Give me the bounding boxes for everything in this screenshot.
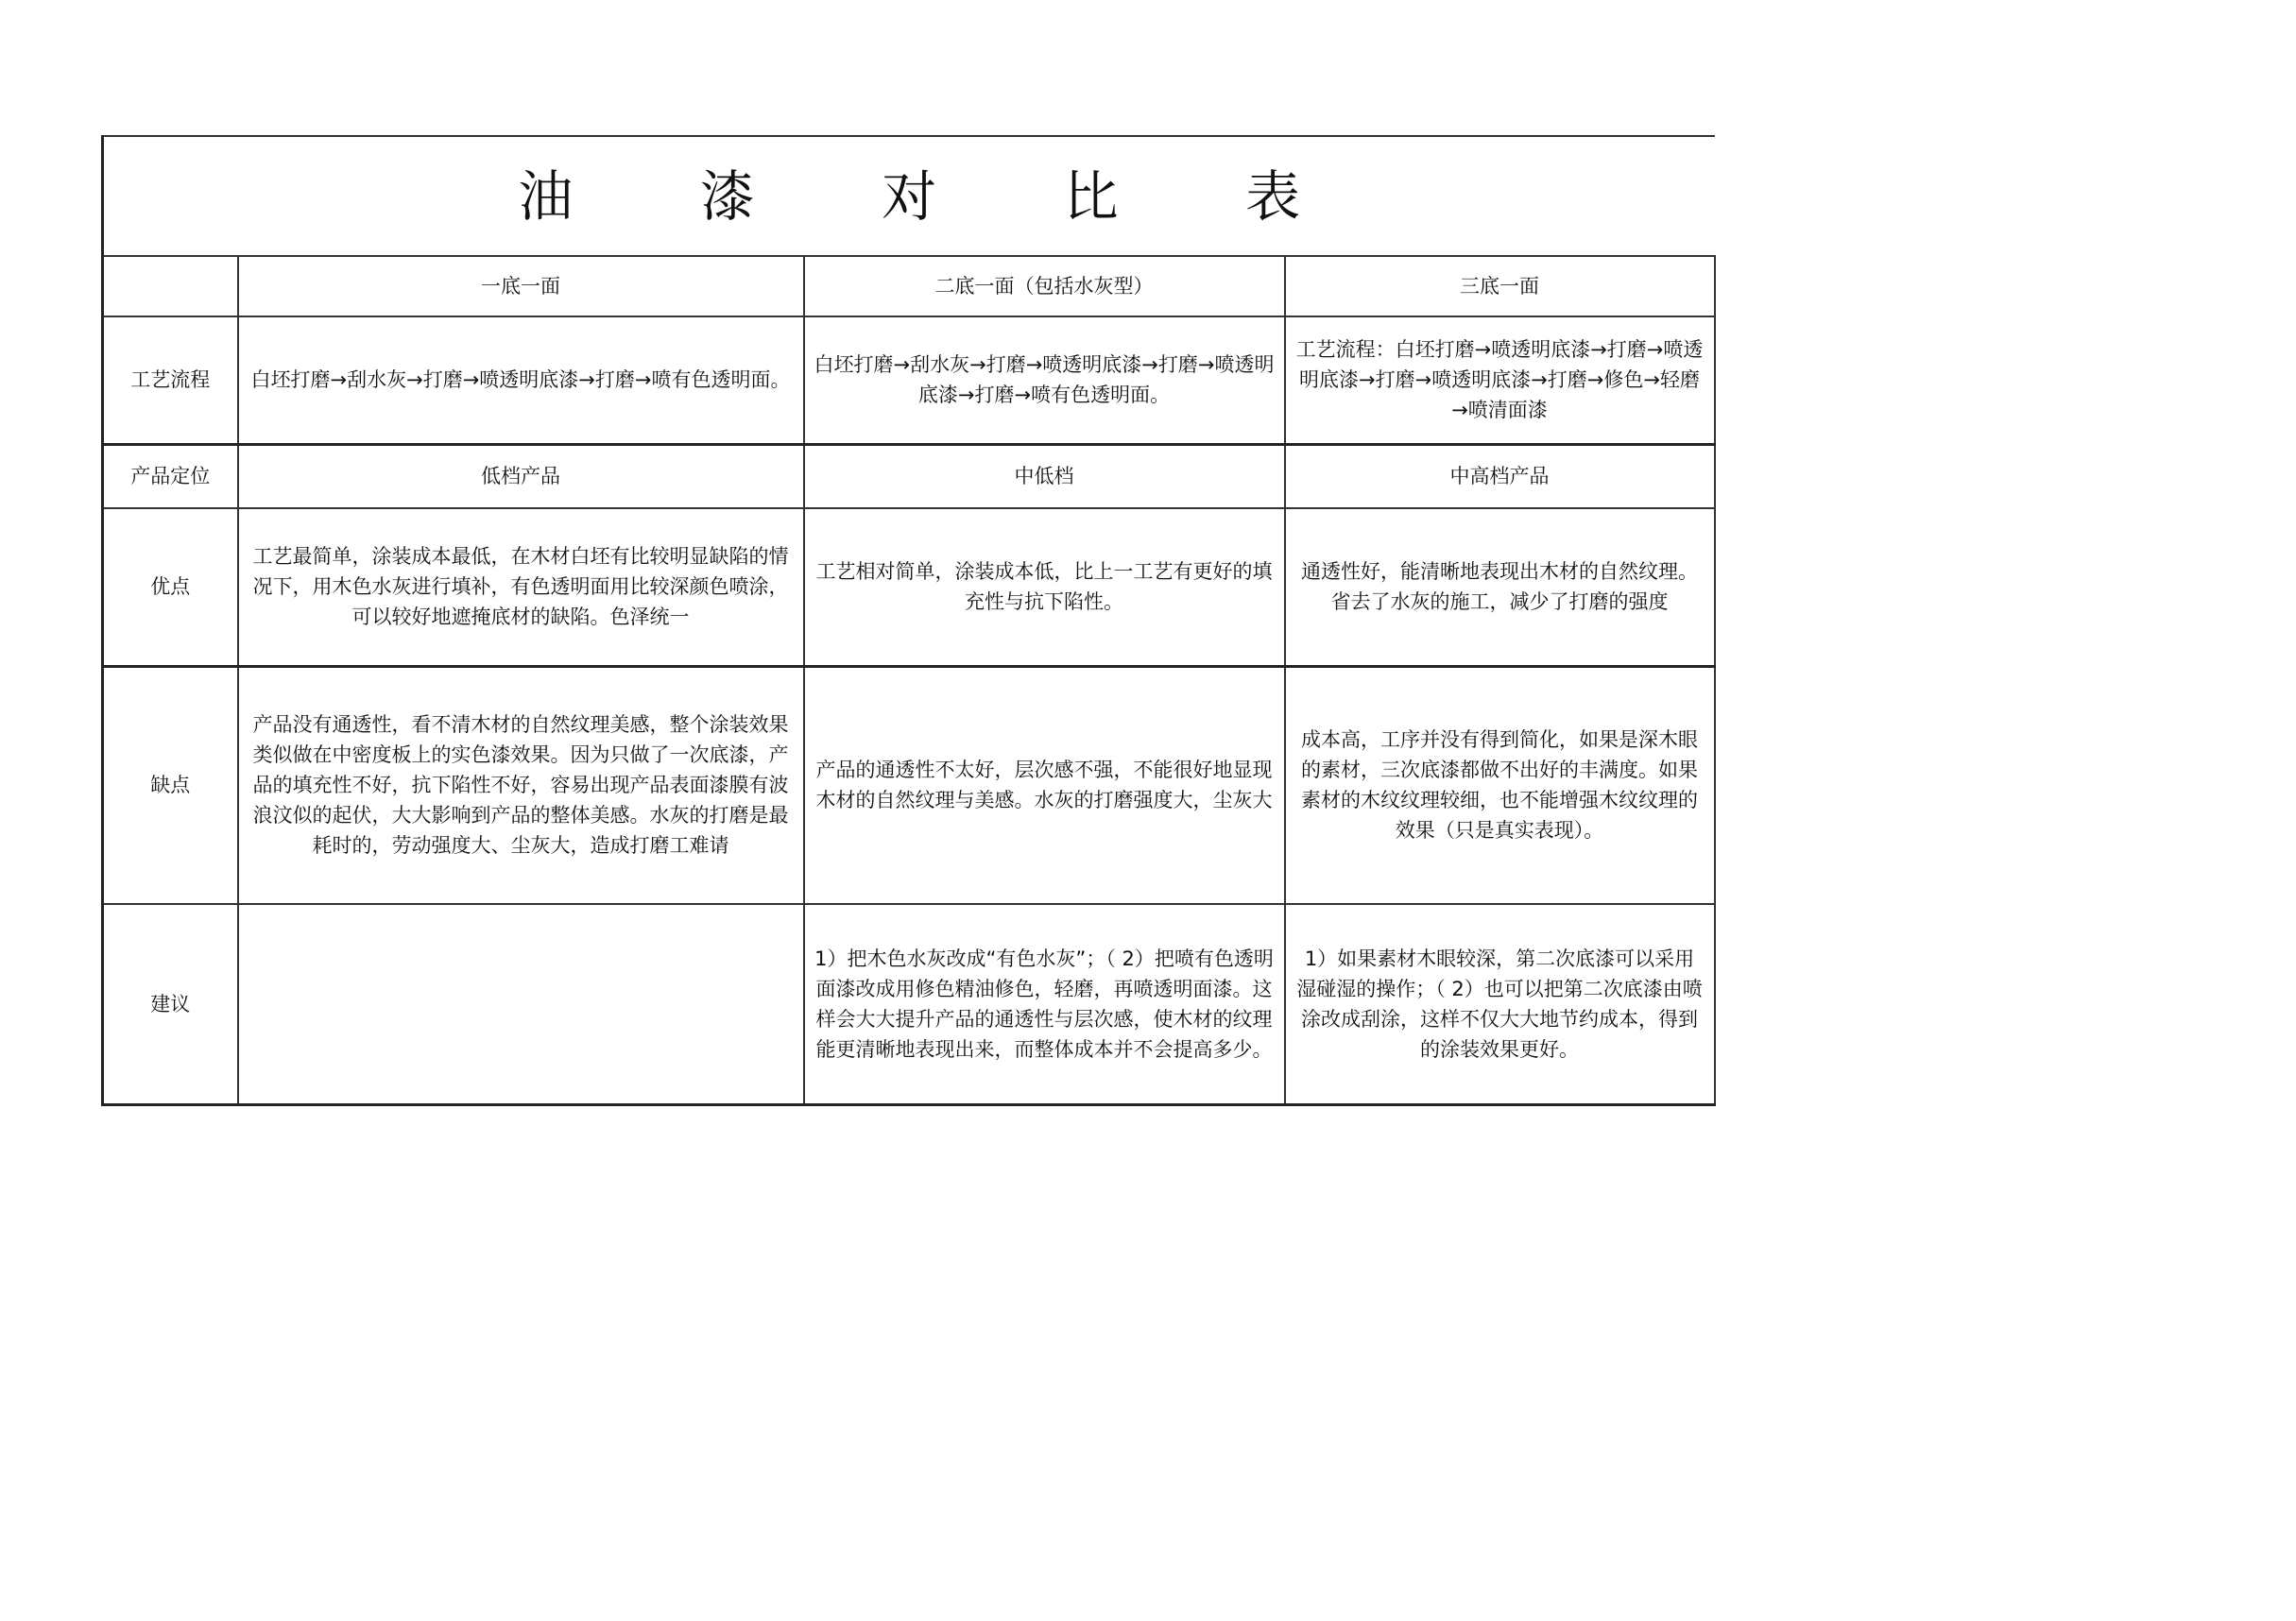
process-col3: 工艺流程：白坯打磨→喷透明底漆→打磨→喷透明底漆→打磨→喷透明底漆→打磨→修色→轻磨→喷清面漆 [1285,316,1715,444]
positioning-col2: 中低档 [804,444,1285,508]
process-label: 工艺流程 [103,316,238,444]
header-one-base-one-top: 一底一面 [238,256,804,316]
table-title: 油 漆 对 比 表 [103,136,1715,256]
cons-col3: 成本高，工序并没有得到简化，如果是深木眼的素材，三次底漆都做不出好的丰满度。如果素材的木纹纹理较细，也不能增强木纹纹理的效果（只是真实表现）。 [1285,666,1715,904]
advice-col3: 1）如果素材木眼较深，第二次底漆可以采用湿碰湿的操作；（ 2）也可以把第二次底漆由喷涂改成刮涂，这样不仅大大地节约成本，得到的涂装效果更好。 [1285,904,1715,1104]
positioning-label: 产品定位 [103,444,238,508]
cons-row [103,666,1715,904]
positioning-col3: 中高档产品 [1285,444,1715,508]
paint-comparison-table [101,135,1716,1106]
cons-col2: 产品的通透性不太好，层次感不强，不能很好地显现木材的自然纹理与美感。水灰的打磨强度大，尘灰大 [804,666,1285,904]
header-two-base-one-top: 二底一面（包括水灰型） [804,256,1285,316]
header-row [103,256,1715,316]
pros-label: 优点 [103,508,238,666]
advice-col2: 1）把木色水灰改成“有色水灰”；（ 2）把喷有色透明面漆改成用修色精油修色，轻磨，再喷透明面漆。这样会大大提升产品的通透性与层次感，使木材的纹理能更清晰地表现出来，而整体成本并不会提高多少。 [804,904,1285,1104]
advice-row [103,904,1715,1104]
advice-col1 [238,904,804,1104]
pros-col1: 工艺最简单，涂装成本最低，在木材白坯有比较明显缺陷的情况下，用木色水灰进行填补，有色透明面用比较深颜色喷涂，可以较好地遮掩底材的缺陷。色泽统一 [238,508,804,666]
process-row [103,316,1715,444]
header-corner-cell [103,256,238,316]
positioning-row [103,444,1715,508]
title-row [103,136,1715,256]
process-col1: 白坯打磨→刮水灰→打磨→喷透明底漆→打磨→喷有色透明面。 [238,316,804,444]
header-three-base-one-top: 三底一面 [1285,256,1715,316]
pros-row [103,508,1715,666]
pros-col3: 通透性好，能清晰地表现出木材的自然纹理。省去了水灰的施工，减少了打磨的强度 [1285,508,1715,666]
pros-col2: 工艺相对简单，涂装成本低，比上一工艺有更好的填充性与抗下陷性。 [804,508,1285,666]
positioning-col1: 低档产品 [238,444,804,508]
process-col2: 白坯打磨→刮水灰→打磨→喷透明底漆→打磨→喷透明底漆→打磨→喷有色透明面。 [804,316,1285,444]
comparison-sheet [101,135,1713,1106]
advice-label: 建议 [103,904,238,1104]
cons-col1: 产品没有通透性，看不清木材的自然纹理美感，整个涂装效果类似做在中密度板上的实色漆效果。因为只做了一次底漆，产品的填充性不好，抗下陷性不好，容易出现产品表面漆膜有波浪汶似的起伏，大大影响到产品的整体美感。水灰的打磨是最耗时的，劳动强度大、尘灰大，造成打磨工难请 [238,666,804,904]
cons-label: 缺点 [103,666,238,904]
